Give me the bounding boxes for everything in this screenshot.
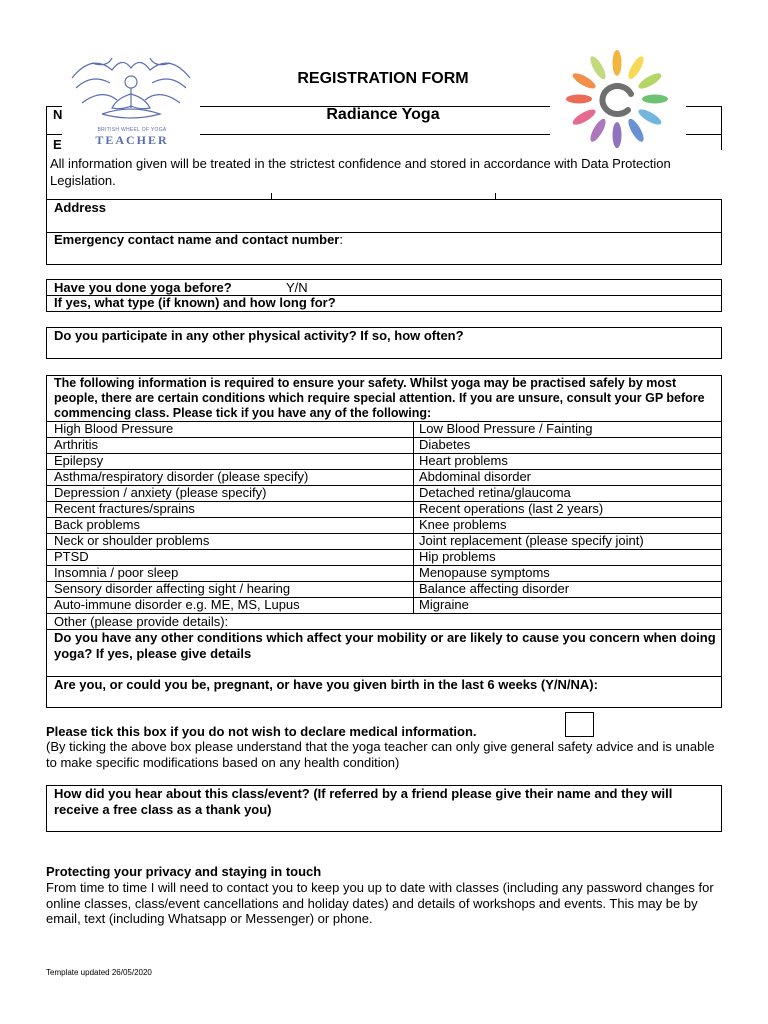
condition-cell: Sensory disorder affecting sight / hearing [54, 581, 291, 596]
condition-cell: Abdominal disorder [419, 469, 532, 484]
hear-about-question: How did you hear about this class/event? (If referred by a friend please give their name and they will receive a free class as a thank you) [54, 786, 673, 817]
condition-cell: Hip problems [419, 549, 496, 564]
template-footer: Template updated 26/05/2020 [46, 968, 152, 977]
no-declare-checkbox[interactable] [565, 712, 594, 737]
yoga-type-question: If yes, what type (if known) and how long for? [54, 295, 336, 310]
condition-cell: Depression / anxiety (please specify) [54, 485, 267, 500]
sun-petal [613, 50, 622, 76]
sun-petal [636, 71, 663, 92]
safety-intro: The following information is required to ensure your safety. Whilst yoga may be practised safely by most people, there are certain conditions which require special attention. If you are unsure, consult your GP before commencing class. Please tick if you have any of the following: [54, 376, 705, 420]
condition-cell: Low Blood Pressure / Fainting [419, 421, 593, 436]
condition-cell: Detached retina/glaucoma [419, 485, 571, 500]
yoga-before-answer: Y/N [286, 280, 308, 295]
bwy-logo-caption: BRITISH WHEEL OF YOGA [97, 127, 167, 133]
condition-cell: Knee problems [419, 517, 507, 532]
condition-cell: Diabetes [419, 437, 471, 452]
sun-petal [642, 95, 668, 104]
yoga-before-question: Have you done yoga before? [54, 280, 232, 295]
other-details-label: Other (please provide details): [54, 614, 229, 629]
condition-cell: Recent fractures/sprains [54, 501, 195, 516]
form-subtitle: Radiance Yoga [326, 106, 440, 123]
condition-cell: Migraine [419, 597, 469, 612]
condition-cell: Epilepsy [54, 453, 104, 468]
sun-center-ring [602, 86, 631, 114]
condition-cell: High Blood Pressure [54, 421, 174, 436]
sun-petal [613, 122, 622, 148]
sun-icon [548, 44, 686, 154]
confidentiality-note: All information given will be treated in the strictest confidence and stored in accordance with Data Protection Legislation. [50, 155, 710, 189]
email-row-label: E [53, 137, 62, 152]
no-declare-label: Please tick this box if you do not wish to declare medical information. [46, 724, 477, 739]
address-label: Address [54, 200, 107, 215]
privacy-body: From time to time I will need to contact you to keep you up to date with classes (including any password changes for online classes, class/event cancellations and holiday dates) and details of workshops and events. This may be by email, text (including Whatsapp or Messenger) or phone. [46, 880, 714, 926]
emergency-label-text: Emergency contact name and contact number [54, 232, 340, 247]
condition-cell: Auto-immune disorder e.g. ME, MS, Lupus [54, 597, 300, 612]
sun-petal [626, 117, 647, 144]
condition-cell: Asthma/respiratory disorder (please specify) [54, 469, 309, 484]
pregnancy-question: Are you, or could you be, pregnant, or have you given birth in the last 6 weeks (Y/N/NA): [54, 677, 598, 692]
condition-cell: PTSD [54, 549, 89, 564]
sun-petal [588, 54, 609, 81]
emergency-label [54, 232, 343, 248]
mobility-question: Do you have any other conditions which affect your mobility or are likely to cause you concern when doing yoga? If yes, please give details [54, 630, 716, 661]
privacy-heading: Protecting your privacy and staying in touch [46, 864, 322, 879]
condition-cell: Arthritis [54, 437, 99, 452]
condition-cell: Neck or shoulder problems [54, 533, 210, 548]
bwy-logo [62, 48, 200, 148]
sun-petal [571, 71, 598, 92]
bwy-logo-teacher: TEACHER [95, 133, 169, 147]
condition-cell: Insomnia / poor sleep [54, 565, 179, 580]
sun-petal [566, 95, 592, 104]
sun-petal [636, 107, 663, 128]
name-row-label: N [53, 107, 63, 122]
sun-petal [626, 54, 647, 81]
radiance-sun-logo [548, 44, 686, 154]
emergency-colon: : [339, 232, 343, 247]
condition-cell: Heart problems [419, 453, 508, 468]
condition-cell: Recent operations (last 2 years) [419, 501, 604, 516]
form-title: REGISTRATION FORM [297, 70, 469, 87]
condition-cell: Back problems [54, 517, 140, 532]
sun-petal [571, 107, 598, 128]
condition-cell: Balance affecting disorder [419, 581, 570, 596]
no-declare-note: (By ticking the above box please understand that the yoga teacher can only give general safety advice and is unable to make specific modifications based on any health condition) [46, 739, 715, 770]
sun-petal [588, 117, 609, 144]
condition-cell: Menopause symptoms [419, 565, 550, 580]
condition-cell: Joint replacement (please specify joint) [419, 533, 644, 548]
physical-activity-question: Do you participate in any other physical activity? If so, how often? [54, 328, 464, 343]
